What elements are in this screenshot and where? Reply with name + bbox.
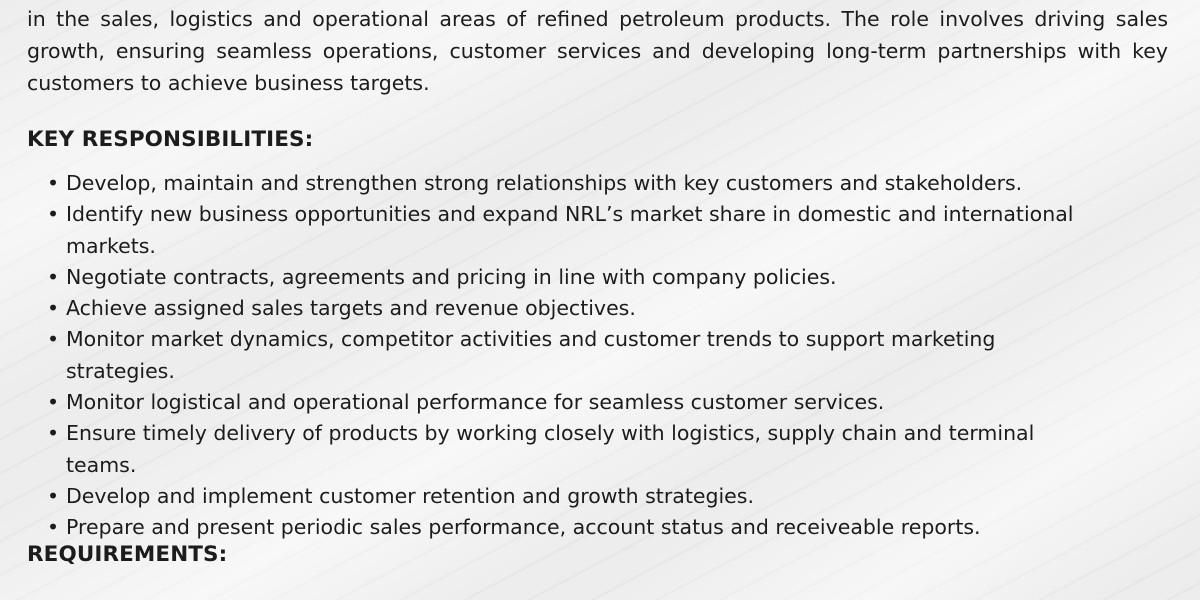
intro-paragraph bbox=[27, 3, 1168, 99]
list-item-text: Negotiate contracts, agreements and pricing in line with company policies. bbox=[66, 264, 837, 289]
list-item bbox=[27, 512, 1177, 543]
intro-line: customers to achieve business targets. bbox=[27, 71, 430, 95]
list-item-text: Develop, maintain and strengthen strong relationships with key customers and stakeholders. bbox=[66, 171, 1023, 195]
list-item bbox=[27, 168, 1177, 199]
list-item-text: Identify new business opportunities and expand NRL’s market share in domestic and international markets. bbox=[66, 202, 1074, 258]
list-item bbox=[27, 481, 1177, 512]
list-item bbox=[27, 387, 1177, 418]
bullet-icon: • bbox=[47, 390, 60, 415]
list-item-text: Achieve assigned sales targets and revenue objectives. bbox=[66, 296, 636, 321]
intro-line: in the sales, logistics and operational areas of refined petroleum products. The role involves driving sales bbox=[27, 7, 1168, 31]
list-item-text: Develop and implement customer retention and growth strategies. bbox=[66, 483, 754, 508]
list-item-text: Ensure timely delivery of products by working closely with logistics, supply chain and terminal teams. bbox=[66, 421, 1035, 477]
bullet-icon: • bbox=[47, 483, 60, 508]
list-item bbox=[27, 324, 1177, 387]
list-item bbox=[27, 293, 1177, 324]
list-item-text: Monitor market dynamics, competitor activities and customer trends to support marketing strategies. bbox=[66, 327, 996, 383]
list-item bbox=[27, 262, 1177, 293]
bullet-icon: • bbox=[47, 296, 60, 321]
requirements-heading: REQUIREMENTS: bbox=[27, 542, 228, 567]
responsibilities-heading: KEY RESPONSIBILITIES: bbox=[27, 127, 314, 152]
bullet-icon: • bbox=[47, 515, 60, 540]
list-item-text: Monitor logistical and operational performance for seamless customer services. bbox=[66, 390, 885, 415]
bullet-icon: • bbox=[47, 171, 60, 195]
bullet-icon: • bbox=[47, 421, 60, 446]
list-item-text: Prepare and present periodic sales performance, account status and receiveable reports. bbox=[66, 515, 981, 540]
bullet-icon: • bbox=[47, 327, 60, 352]
intro-line: growth, ensuring seamless operations, customer services and developing long-term partnerships with key bbox=[27, 39, 1168, 63]
list-item bbox=[27, 199, 1177, 262]
responsibilities-list bbox=[27, 168, 1177, 544]
bullet-icon: • bbox=[47, 202, 60, 227]
list-item bbox=[27, 418, 1177, 481]
bullet-icon: • bbox=[47, 264, 60, 289]
